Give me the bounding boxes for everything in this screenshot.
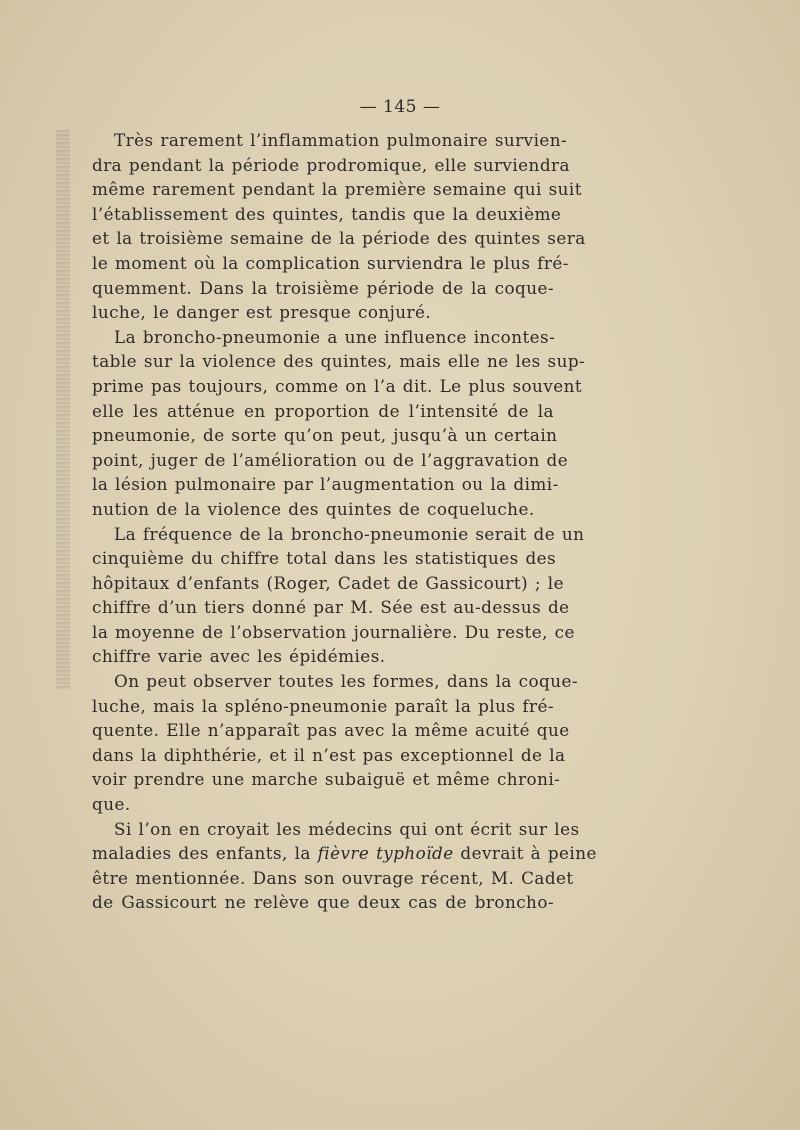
text-line: et la troisième semaine de la période des quintes sera <box>92 228 586 249</box>
italic-phrase: fièvre typhoïde <box>317 843 454 864</box>
text-line: cinquième du chiffre total dans les statistiques des <box>92 548 557 569</box>
text-line: prime pas toujours, comme on l’a dit. Le plus souvent <box>92 375 583 396</box>
text-line: que. <box>92 794 131 815</box>
text-line: la moyenne de l’observation journalière. Du reste, ce <box>92 621 575 642</box>
text-line: même rarement pendant la première semaine qui suit <box>92 179 582 200</box>
text-line: point, juger de l’amélioration ou de l’aggravation de <box>92 449 569 470</box>
text-line: chiffre varie avec les épidémies. <box>92 646 386 667</box>
text-line: hôpitaux d’enfants (Roger, Cadet de Gassicourt) ; le <box>92 572 564 593</box>
text-line: maladies des enfants, la fièvre typhoïde devrait à peine <box>92 843 597 864</box>
text-line: chiffre d’un tiers donné par M. Sée est au-dessus de <box>92 597 570 618</box>
text-line: le moment où la complication surviendra le plus fré- <box>92 252 569 273</box>
body-text <box>92 128 597 915</box>
text-line: La broncho-pneumonie a une influence incontes- <box>114 326 556 347</box>
binding-edge <box>56 130 70 690</box>
text-line: être mentionnée. Dans son ouvrage récent, M. Cadet <box>92 867 574 888</box>
text-line: Très rarement l’inflammation pulmonaire survien- <box>114 130 568 150</box>
text-line: On peut observer toutes les formes, dans la coque- <box>114 671 578 692</box>
text-line: elle les atténue en proportion de l’intensité de la <box>92 400 554 421</box>
text-line: luche, le danger est presque conjuré. <box>92 302 432 323</box>
text-line: quente. Elle n’apparaît pas avec la même acuité que <box>92 720 570 741</box>
text-line: dans la diphthérie, et il n’est pas exceptionnel de la <box>92 744 566 765</box>
text-line: de Gassicourt ne relève que deux cas de broncho- <box>92 892 554 913</box>
page-number: — 145 — <box>359 97 441 117</box>
text-line: quemment. Dans la troisième période de la coque- <box>92 277 554 298</box>
text-line: la lésion pulmonaire par l’augmentation ou la dimi- <box>92 474 559 495</box>
text-line: dra pendant la période prodromique, elle surviendra <box>92 154 570 175</box>
text-line: table sur la violence des quintes, mais elle ne les sup- <box>92 351 586 372</box>
text-line: La fréquence de la broncho-pneumonie serait de un <box>114 523 585 544</box>
text-line: luche, mais la spléno-pneumonie paraît la plus fré- <box>92 695 554 716</box>
text-line: voir prendre une marche subaiguë et même chroni- <box>92 769 561 790</box>
text-line: Si l’on en croyait les médecins qui ont écrit sur les <box>114 818 580 839</box>
text-line: l’établissement des quintes, tandis que la deuxième <box>92 203 562 224</box>
text-line: pneumonie, de sorte qu’on peut, jusqu’à un certain <box>92 425 558 446</box>
text-line: nution de la violence des quintes de coqueluche. <box>92 498 535 519</box>
